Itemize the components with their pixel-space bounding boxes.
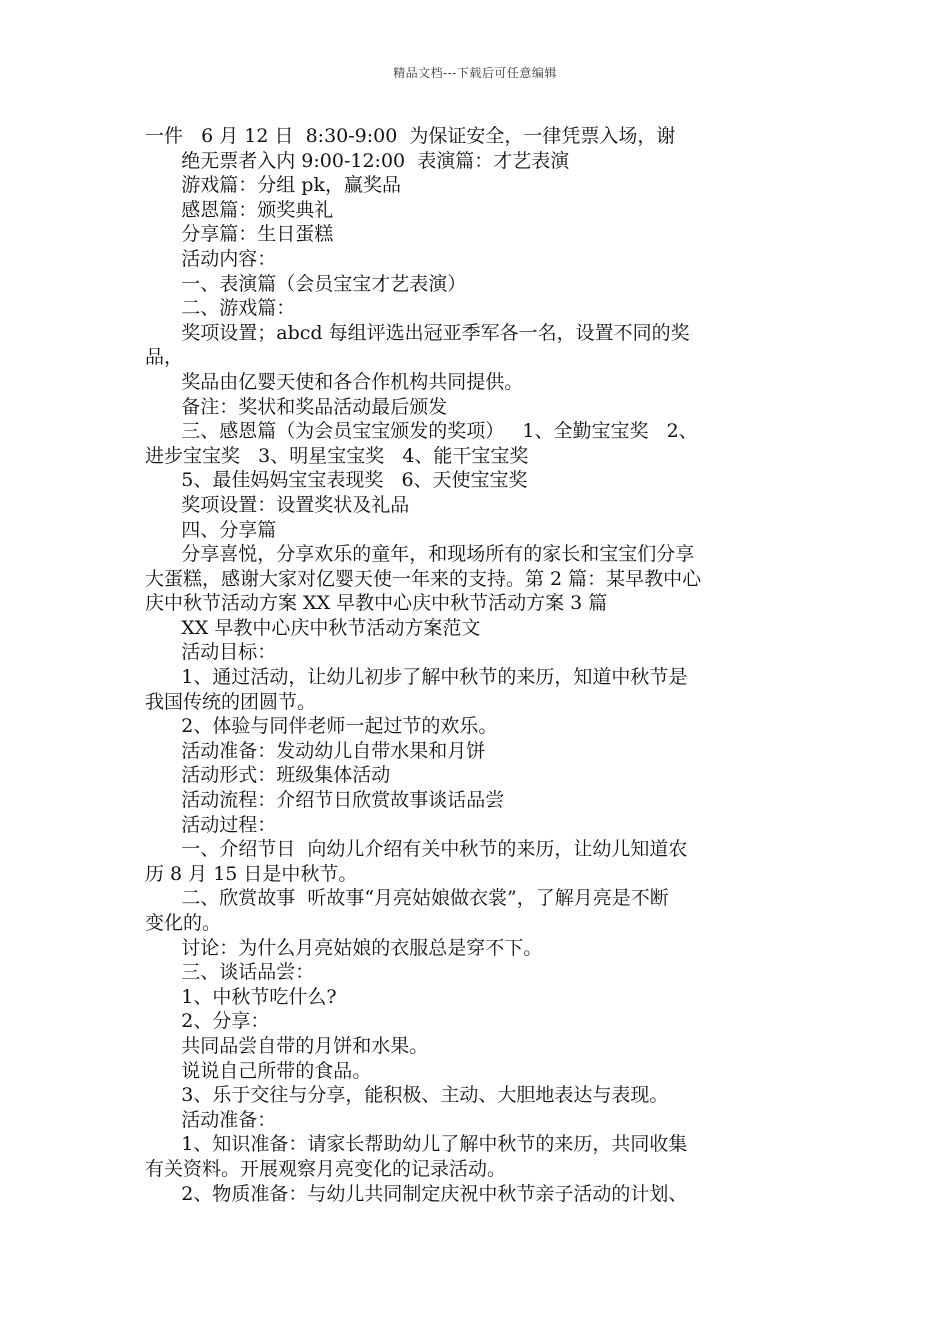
text-line: 说说自己所带的食品。 <box>145 1059 372 1082</box>
text-line: 活动目标： <box>145 641 277 664</box>
text-line: 感恩篇：颁奖典礼 <box>145 198 334 221</box>
text-line: 一、介绍节日 向幼儿介绍有关中秋节的来历，让幼儿知道农 <box>145 838 688 861</box>
text-line: 活动过程： <box>145 813 277 836</box>
text-line: 品， <box>145 346 184 369</box>
text-line: 活动内容： <box>145 247 277 270</box>
text-line: 二、游戏篇： <box>145 297 296 320</box>
text-line: 三、谈话品尝： <box>145 961 315 984</box>
text-line: 一件 6 月 12 日 8:30-9:00 为保证安全，一律凭票入场，谢 <box>145 125 676 147</box>
text-line: XX 早教中心庆中秋节活动方案范文 <box>145 616 481 639</box>
text-line: 共同品尝自带的月饼和水果。 <box>145 1034 429 1057</box>
text-line: 1、通过活动，让幼儿初步了解中秋节的来历，知道中秋节是 <box>145 666 688 689</box>
text-line: 游戏篇：分组 pk，赢奖品 <box>145 174 401 197</box>
text-line: 活动流程：介绍节日欣赏故事谈话品尝 <box>145 789 505 812</box>
text-line: 分享篇：生日蛋糕 <box>145 223 334 246</box>
text-line: 3、乐于交往与分享，能积极、主动、大胆地表达与表现。 <box>145 1084 669 1107</box>
document-body <box>145 124 810 1206</box>
text-line: 活动准备：发动幼儿自带水果和月饼 <box>145 739 486 762</box>
text-line: 活动形式：班级集体活动 <box>145 764 391 787</box>
text-line: 奖项设置；abcd 每组评选出冠亚季军各一名，设置不同的奖 <box>145 321 690 344</box>
text-line: 2、体验与同伴老师一起过节的欢乐。 <box>145 715 498 738</box>
text-line: 奖品由亿婴天使和各合作机构共同提供。 <box>145 370 524 393</box>
text-line: 活动准备： <box>145 1108 277 1131</box>
text-line: 我国传统的团圆节。 <box>145 690 317 713</box>
text-line: 有关资料。开展观察月亮变化的记录活动。 <box>145 1157 507 1180</box>
text-line: 1、中秋节吃什么? <box>145 985 337 1008</box>
text-line: 绝无票者入内 9:00-12:00 表演篇：才艺表演 <box>145 149 570 172</box>
text-line: 庆中秋节活动方案 XX 早教中心庆中秋节活动方案 3 篇 <box>145 592 608 615</box>
text-line: 一、表演篇（会员宝宝才艺表演） <box>145 272 467 295</box>
text-line: 分享喜悦，分享欢乐的童年，和现场所有的家长和宝宝们分享 <box>145 543 695 566</box>
text-line: 5、最佳妈妈宝宝表现奖 6、天使宝宝奖 <box>145 469 528 492</box>
text-line: 历 8 月 15 日是中秋节。 <box>145 862 358 885</box>
text-line: 2、物质准备：与幼儿共同制定庆祝中秋节亲子活动的计划、 <box>145 1182 688 1205</box>
text-line: 二、欣赏故事 听故事“月亮姑娘做衣裳”，了解月亮是不断 <box>145 887 669 910</box>
text-line: 大蛋糕，感谢大家对亿婴天使一年来的支持。第 2 篇：某早教中心 <box>145 567 702 590</box>
text-line: 进步宝宝奖 3、明星宝宝奖 4、能干宝宝奖 <box>145 444 529 467</box>
text-line: 四、分享篇 <box>145 518 277 541</box>
text-line: 讨论：为什么月亮姑娘的衣服总是穿不下。 <box>145 936 543 959</box>
text-line: 备注：奖状和奖品活动最后颁发 <box>145 395 448 418</box>
text-line: 2、分享： <box>145 1010 270 1033</box>
text-line: 1、知识准备：请家长帮助幼儿了解中秋节的来历，共同收集 <box>145 1133 688 1156</box>
text-line: 三、感恩篇（为会员宝宝颁发的奖项） 1、全勤宝宝奖 2、 <box>145 420 698 443</box>
text-line: 奖项设置：设置奖状及礼品 <box>145 493 410 516</box>
page-header: 精品文档---下载后可任意编辑 <box>393 66 557 80</box>
text-line: 变化的。 <box>145 912 222 934</box>
